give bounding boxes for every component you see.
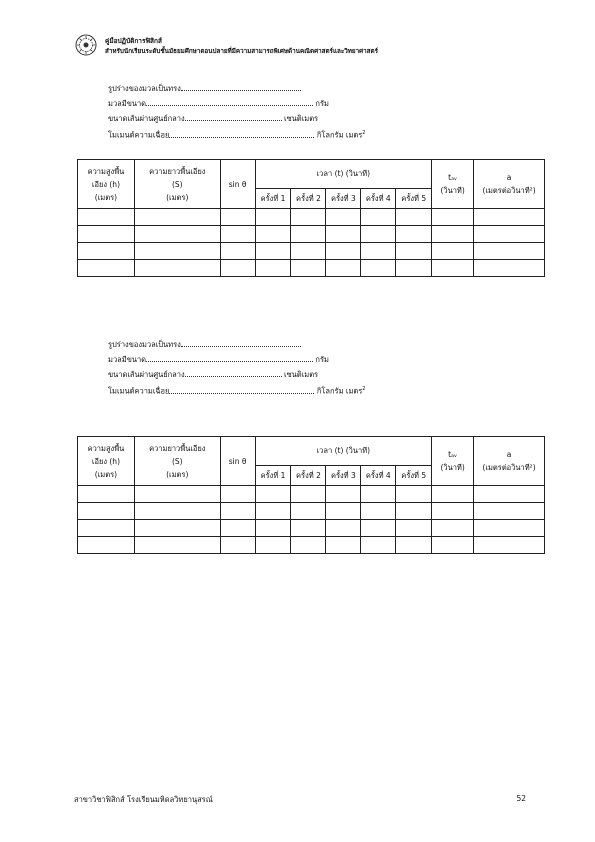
trial-1-header: ครั้งที่ 1 [255, 466, 291, 486]
col-sin-header: sin θ [220, 437, 255, 486]
diameter-blank[interactable] [185, 111, 282, 121]
table-row [78, 243, 545, 260]
col-tavg-header: tₐᵥ (วินาที) [432, 437, 474, 486]
page-number: 52 [516, 794, 526, 803]
col-time-header: เวลา (t) (วินาที) [255, 437, 432, 466]
school-logo-icon [75, 34, 97, 56]
col-accel-header: a (เมตรต่อวินาที²) [474, 437, 545, 486]
mass-blank[interactable] [146, 96, 313, 106]
mass-row [108, 96, 365, 111]
col-tavg-header: tₐᵥ (วินาที) [432, 160, 474, 209]
col-length-header: ความยาวพื้นเอียง (S) (เมตร) [134, 437, 220, 486]
inertia-row [108, 382, 365, 397]
col-sin-header: sin θ [220, 160, 255, 209]
col-accel-header: a (เมตรต่อวินาที²) [474, 160, 545, 209]
trial-4-header: ครั้งที่ 4 [361, 466, 396, 486]
mass-label: มวลมีขนาด [108, 355, 147, 364]
shape-row [108, 337, 365, 352]
inertia-exponent: 2 [362, 130, 366, 136]
trial-4-header: ครั้งที่ 4 [361, 189, 396, 209]
shape-blank[interactable] [181, 81, 301, 91]
shape-blank[interactable] [181, 337, 301, 347]
trial-5-header: ครั้งที่ 5 [396, 189, 432, 209]
table-row [78, 209, 545, 226]
diameter-unit: เซนติเมตร [284, 370, 319, 379]
mass-unit: กรัม [315, 355, 329, 364]
inertia-unit: กิโลกรัม เมตร [316, 386, 363, 396]
table-row [78, 486, 545, 503]
shape-label: รูปร่างของมวลเป็นทรง [108, 340, 181, 349]
trial-2-header: ครั้งที่ 2 [291, 189, 326, 209]
info-block-1 [108, 81, 365, 141]
data-table-1 [77, 159, 545, 277]
inertia-label: โมเมนต์ความเฉื่อย [108, 386, 170, 396]
diameter-label: ขนาดเส้นผ่านศูนย์กลาง [108, 370, 185, 379]
header-subtitle: สำหรับนักเรียนระดับชั้นมัธยมศึกษาตอนปลายที่มีความสามารถพิเศษด้านคณิตศาสตร์และวิทยาศาสตร์ [105, 48, 378, 55]
data-table-2 [77, 436, 545, 554]
diameter-label: ขนาดเส้นผ่านศูนย์กลาง [108, 114, 185, 123]
inertia-blank[interactable] [169, 128, 314, 138]
header-title: คู่มือปฏิบัติการฟิสิกส์ [105, 37, 162, 45]
trial-3-header: ครั้งที่ 3 [326, 189, 361, 209]
footer-department: สาขาวิชาฟิสิกส์ โรงเรียนมหิดลวิทยานุสรณ์ [74, 795, 213, 804]
trial-2-header: ครั้งที่ 2 [291, 466, 326, 486]
mass-unit: กรัม [315, 99, 329, 108]
inertia-blank[interactable] [169, 384, 314, 394]
col-height-header: ความสูงพื้น เอียง (h) (เมตร) [78, 437, 135, 486]
shape-label: รูปร่างของมวลเป็นทรง [108, 84, 181, 93]
inertia-unit: กิโลกรัม เมตร [316, 130, 363, 140]
trial-3-header: ครั้งที่ 3 [326, 466, 361, 486]
trial-1-header: ครั้งที่ 1 [255, 189, 291, 209]
col-height-header: ความสูงพื้น เอียง (h) (เมตร) [78, 160, 135, 209]
inertia-row [108, 126, 365, 141]
table-row [78, 260, 545, 277]
page-header [75, 34, 545, 64]
col-time-header: เวลา (t) (วินาที) [255, 160, 432, 189]
mass-row [108, 352, 365, 367]
diameter-row [108, 111, 365, 126]
diameter-unit: เซนติเมตร [284, 114, 319, 123]
diameter-row [108, 367, 365, 382]
table-row [78, 537, 545, 554]
table-row [78, 520, 545, 537]
inertia-exponent: 2 [362, 386, 366, 392]
table-row [78, 226, 545, 243]
mass-label: มวลมีขนาด [108, 99, 147, 108]
mass-blank[interactable] [146, 352, 313, 362]
shape-row [108, 81, 365, 96]
trial-5-header: ครั้งที่ 5 [396, 466, 432, 486]
inertia-label: โมเมนต์ความเฉื่อย [108, 130, 170, 140]
diameter-blank[interactable] [185, 367, 282, 377]
col-length-header: ความยาวพื้นเอียง (S) (เมตร) [134, 160, 220, 209]
info-block-2 [108, 337, 365, 397]
table-row [78, 503, 545, 520]
